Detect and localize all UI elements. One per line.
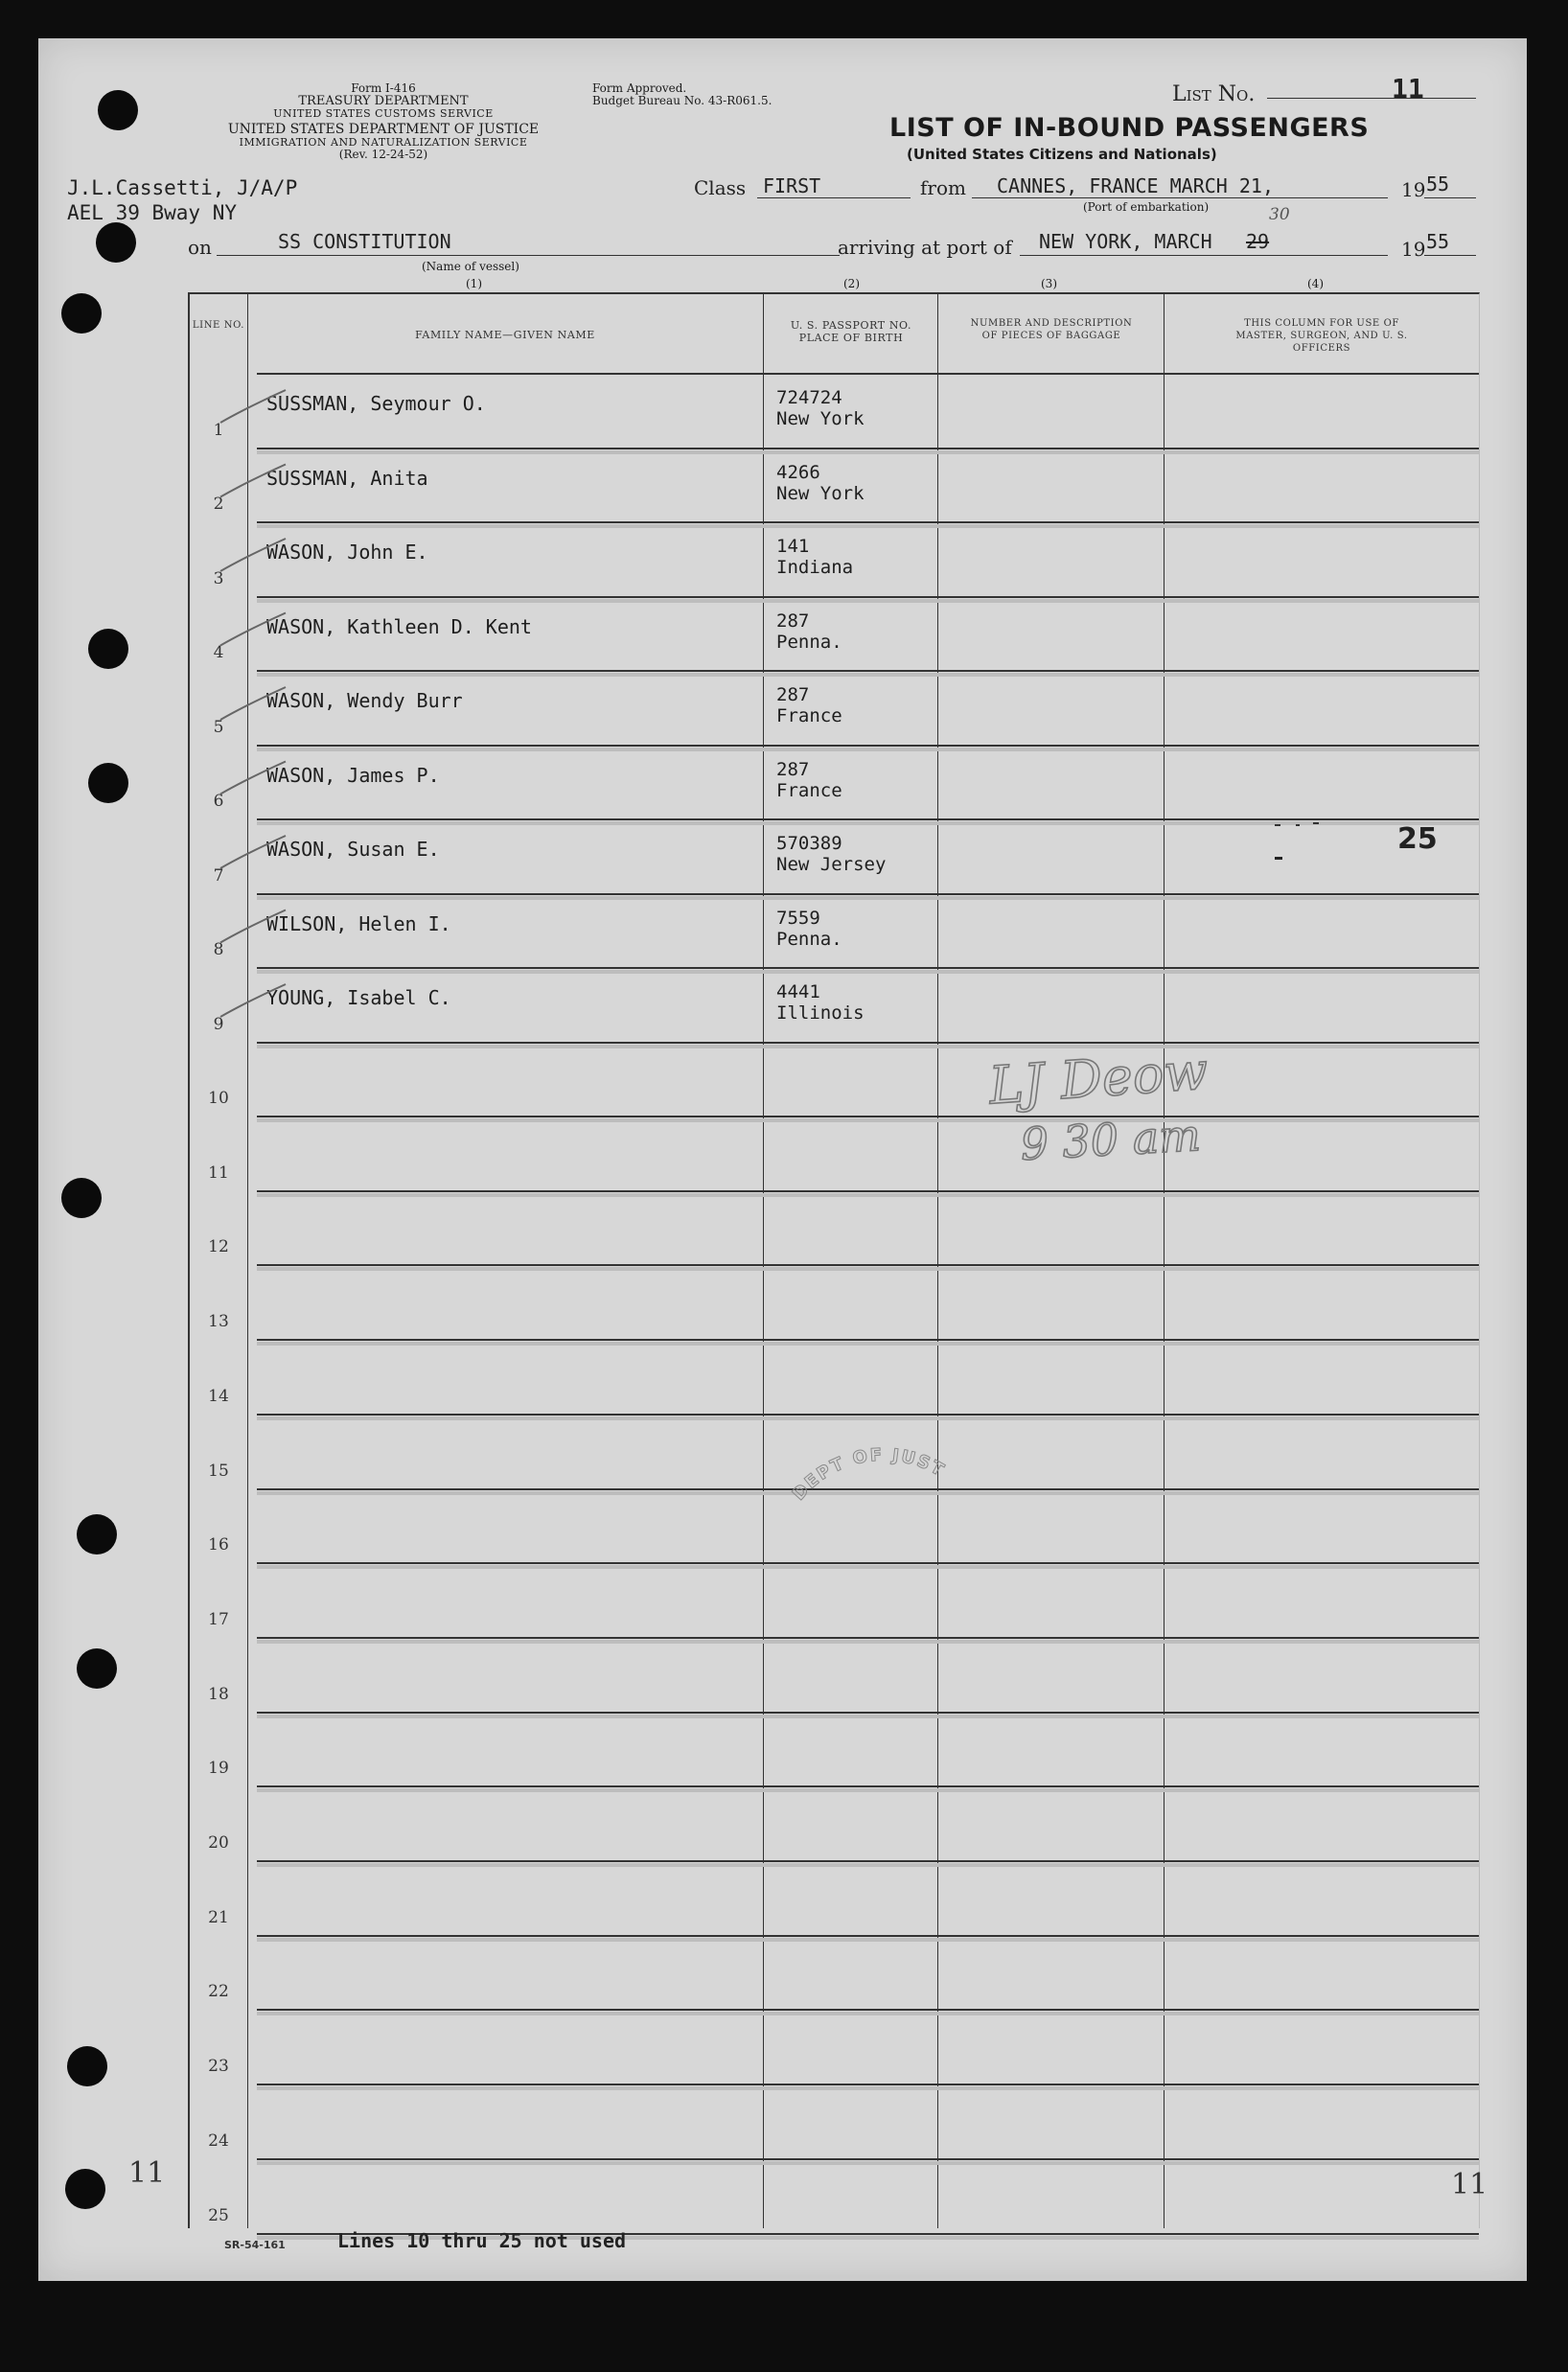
row-shade [257, 1342, 1479, 1346]
line-number: 15 [208, 1461, 229, 1481]
row-divider [257, 448, 1479, 449]
passenger-name: WASON, James P. [266, 763, 440, 787]
passenger-table [188, 292, 1480, 2228]
arrive-year: 55 [1426, 230, 1450, 253]
row-shade [257, 748, 1479, 751]
passport-number: 141 [776, 536, 810, 557]
line-number: 8 [213, 940, 224, 959]
row-shade [257, 1565, 1479, 1569]
passenger-name: SUSSMAN, Seymour O. [266, 392, 486, 415]
row-shade [257, 1193, 1479, 1197]
row-shade [257, 896, 1479, 900]
binder-hole [77, 1648, 117, 1689]
row-shade [257, 1715, 1479, 1718]
row-divider [257, 2009, 1479, 2011]
passport-number: 570389 [776, 833, 842, 854]
row-shade [257, 2086, 1479, 2090]
place-of-birth: France [776, 705, 842, 726]
revision-date: (Rev. 12-24-52) [338, 148, 428, 161]
tick-mark [1275, 857, 1282, 860]
class-value: FIRST [763, 174, 821, 197]
place-of-birth: New York [776, 482, 865, 504]
arriving-underline [1020, 255, 1388, 256]
row-divider [257, 2084, 1479, 2085]
check-mark [220, 613, 286, 646]
vessel-underline [217, 255, 840, 256]
justice-department: UNITED STATES DEPARTMENT OF JUSTICE [227, 122, 540, 137]
passenger-name: WASON, Kathleen D. Kent [266, 614, 532, 638]
ins-service: IMMIGRATION AND NATURALIZATION SERVICE [239, 136, 528, 149]
header-divider [257, 373, 1479, 375]
place-of-birth: Penna. [776, 631, 842, 653]
line-number: 24 [208, 2130, 229, 2151]
col-2-marker: (2) [843, 277, 860, 290]
line-number: 13 [208, 1312, 229, 1332]
form-number: Form I-416 [351, 81, 416, 95]
line-number: 6 [213, 792, 224, 811]
line-number: 21 [208, 1907, 229, 1927]
row-divider [257, 967, 1479, 969]
row-divider [257, 1637, 1479, 1639]
from-underline [972, 197, 1388, 198]
row-divider [257, 1339, 1479, 1341]
header-name: FAMILY NAME—GIVEN NAME [415, 329, 595, 341]
row-divider [257, 745, 1479, 747]
line-number: 20 [208, 1833, 229, 1853]
inspector-signature [978, 1040, 1211, 1170]
arriving-value: NEW YORK, MARCH [1039, 230, 1212, 253]
passport-number: 287 [776, 610, 810, 632]
place-of-birth: Illinois [776, 1002, 865, 1024]
header-line-no: LINE NO. [192, 320, 245, 331]
row-divider [257, 1190, 1479, 1192]
arrive-year-prefix: 19 [1401, 238, 1426, 261]
list-no-value: 11 [1392, 73, 1424, 104]
line-number: 19 [208, 1759, 229, 1779]
vessel-name: SS CONSTITUTION [278, 230, 451, 253]
binder-hole [61, 1178, 102, 1218]
passenger-name: WILSON, Helen I. [266, 911, 451, 935]
header-baggage: NUMBER AND DESCRIPTION OF PIECES OF BAGGAGE [970, 318, 1133, 341]
place-of-birth: New Jersey [776, 854, 887, 875]
vessel-name-label: (Name of vessel) [422, 260, 519, 273]
row-shade [257, 2161, 1479, 2165]
agent-line-1: J.L.Cassetti, J/A/P [67, 176, 298, 199]
row-divider [257, 596, 1479, 598]
port-embarkation-label: (Port of embarkation) [1083, 200, 1210, 214]
class-underline [757, 197, 911, 198]
place-of-birth: New York [776, 408, 865, 429]
row-shade [257, 1863, 1479, 1867]
passenger-name: SUSSMAN, Anita [266, 466, 428, 490]
binder-hole [98, 90, 138, 130]
class-label: Class [694, 176, 747, 199]
line-number: 9 [213, 1014, 224, 1034]
passport-number: 4266 [776, 461, 820, 483]
check-mark [220, 762, 286, 795]
arrive-year-underline [1424, 255, 1476, 256]
line-number: 17 [208, 1609, 229, 1629]
line-number: 23 [208, 2057, 229, 2077]
passenger-name: YOUNG, Isabel C. [266, 986, 451, 1009]
place-of-birth: France [776, 779, 842, 801]
customs-service: UNITED STATES CUSTOMS SERVICE [273, 107, 494, 120]
arriving-label: arriving at port of [838, 236, 1012, 259]
check-mark [220, 984, 286, 1017]
stamp-path: DEPT OF JUST [788, 1444, 949, 1505]
row-divider [257, 1785, 1479, 1787]
line-number: 7 [213, 865, 224, 886]
binder-hole [77, 1514, 117, 1554]
tick-mark [1313, 822, 1319, 824]
check-mark [220, 687, 286, 720]
passenger-name: WASON, Susan E. [266, 838, 440, 861]
signature-text: LJ Deow [986, 1040, 1211, 1117]
handwritten-date-correction: 30 [1269, 205, 1290, 224]
footer-note: Lines 10 thru 25 not used [337, 2229, 627, 2252]
row-shade [257, 524, 1479, 528]
row-divider [257, 1042, 1479, 1044]
treasury-department: TREASURY DEPARTMENT [298, 94, 469, 108]
binder-hole [88, 763, 128, 803]
line-number: 4 [213, 643, 224, 662]
signature-time: 9 30 am [1019, 1109, 1202, 1170]
arriving-day-struck: 29 [1246, 230, 1270, 253]
passport-number: 287 [776, 758, 810, 780]
binder-hole [88, 629, 128, 669]
row-divider [257, 1264, 1479, 1266]
page-number-left: 11 [128, 2156, 166, 2190]
row-shade [257, 2012, 1479, 2015]
line-number: 14 [208, 1386, 229, 1406]
row-shade [257, 450, 1479, 454]
row-divider [257, 1860, 1479, 1862]
line-number: 5 [213, 717, 224, 737]
check-mark [220, 539, 286, 571]
row-divider [257, 2158, 1479, 2160]
line-number: 25 [208, 2205, 229, 2225]
row-divider [257, 1712, 1479, 1714]
list-no-label: List No. [1172, 82, 1256, 106]
form-header-left [182, 82, 585, 161]
line-number: 22 [208, 1982, 229, 2002]
tick-mark [1296, 824, 1300, 826]
form-approved-block [592, 82, 772, 107]
row-divider [257, 521, 1479, 523]
col-3-marker: (3) [1041, 277, 1057, 290]
tick-marks [1275, 824, 1332, 863]
faded-stamp [778, 1445, 1008, 1560]
header-officers: THIS COLUMN FOR USE OF MASTER, SURGEON, AND U. S. OFFICERS [1235, 318, 1408, 354]
binder-hole [67, 2046, 107, 2086]
row-divider [257, 1414, 1479, 1416]
line-number: 12 [208, 1237, 229, 1257]
tick-mark [1275, 824, 1280, 826]
passenger-name: WASON, Wendy Burr [266, 689, 463, 712]
row-shade [257, 599, 1479, 603]
col-4-marker: (4) [1307, 277, 1324, 290]
check-mark [220, 836, 286, 868]
from-label: from [920, 176, 966, 199]
count-mark: 25 [1397, 822, 1438, 856]
stamp-text [789, 1445, 949, 1505]
form-approved: Form Approved. [592, 81, 687, 95]
page-subtitle: (United States Citizens and Nationals) [907, 146, 1217, 163]
page-number-right: 11 [1451, 2168, 1488, 2201]
from-value: CANNES, FRANCE MARCH 21, [997, 174, 1274, 197]
row-shade [257, 970, 1479, 974]
row-divider [257, 1116, 1479, 1117]
row-divider [257, 670, 1479, 672]
row-shade [257, 1416, 1479, 1420]
check-marks [219, 380, 410, 1147]
check-mark [220, 390, 286, 423]
passenger-name: WASON, John E. [266, 541, 428, 564]
row-shade [257, 673, 1479, 677]
passport-number: 724724 [776, 387, 842, 408]
check-mark [220, 465, 286, 497]
passport-number: 287 [776, 684, 810, 705]
line-number: 11 [208, 1163, 229, 1183]
page-title: LIST OF IN-BOUND PASSENGERS [889, 113, 1370, 143]
row-shade [257, 1267, 1479, 1271]
footer-code: SR-54-161 [224, 2239, 286, 2251]
line-number: 18 [208, 1684, 229, 1704]
row-divider [257, 818, 1479, 820]
line-number: 10 [208, 1089, 229, 1108]
place-of-birth: Penna. [776, 928, 842, 950]
binder-hole [61, 293, 102, 334]
row-shade [257, 1118, 1479, 1122]
from-year-prefix: 19 [1401, 178, 1426, 201]
passport-number: 4441 [776, 981, 820, 1002]
binder-hole [65, 2169, 105, 2209]
row-shade [257, 1045, 1479, 1048]
binder-hole [96, 222, 136, 263]
line-number: 3 [213, 568, 224, 588]
agent-line-2: AEL 39 Bway NY [67, 201, 238, 224]
header-passport: U. S. PASSPORT NO. PLACE OF BIRTH [790, 319, 912, 344]
place-of-birth: Indiana [776, 557, 854, 578]
col-1-marker: (1) [466, 277, 482, 290]
line-number: 1 [213, 420, 224, 440]
list-no-underline [1267, 98, 1476, 99]
row-shade [257, 1640, 1479, 1644]
row-divider [257, 1935, 1479, 1937]
line-number: 2 [213, 495, 224, 514]
row-shade [257, 1938, 1479, 1942]
line-number: 16 [208, 1535, 229, 1555]
passport-number: 7559 [776, 907, 820, 929]
from-year: 55 [1426, 173, 1450, 196]
on-label: on [188, 236, 212, 259]
row-shade [257, 1788, 1479, 1792]
row-divider [257, 1562, 1479, 1564]
from-year-underline [1424, 197, 1476, 198]
check-mark [220, 910, 286, 943]
row-divider [257, 893, 1479, 895]
budget-bureau: Budget Bureau No. 43-R061.5. [592, 94, 772, 107]
